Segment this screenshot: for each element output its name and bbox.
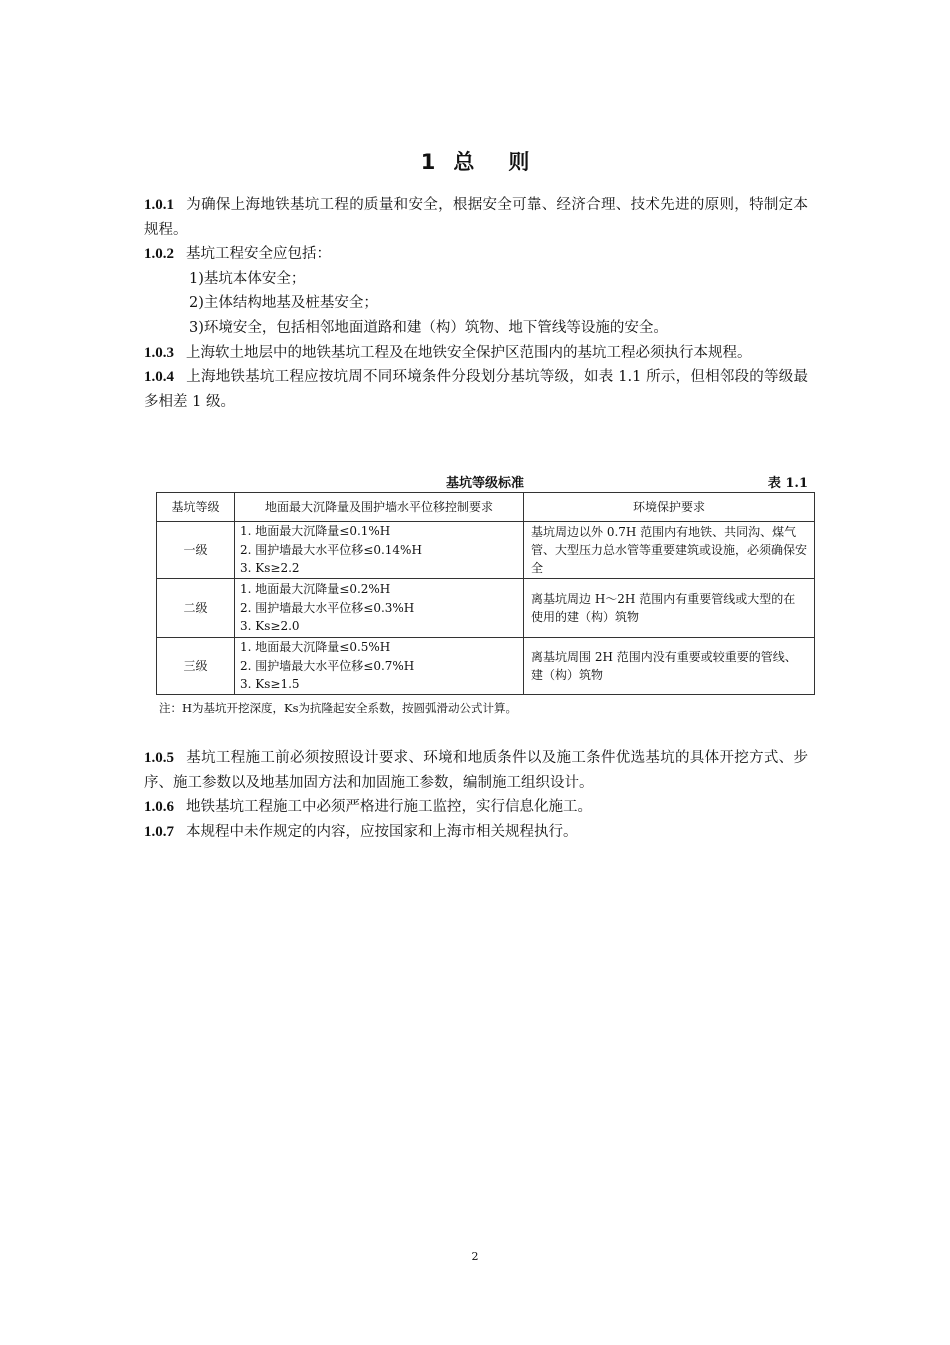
- control-line: 2. 围护墙最大水平位移≤0.3%H: [240, 600, 415, 615]
- clause-text: 本规程中未作规定的内容，应按国家和上海市相关规程执行。: [186, 823, 578, 840]
- clause-text: 上海软土地层中的地铁基坑工程及在地铁安全保护区范围内的基坑工程必须执行本规程。: [186, 344, 752, 361]
- clause-item-text: 1)基坑本体安全；: [189, 270, 306, 287]
- table-header-environment: 环境保护要求: [524, 493, 815, 522]
- clause-1-0-3: [144, 341, 808, 366]
- clause-item-2: [144, 291, 808, 316]
- chapter-title-char-1: 总: [453, 150, 475, 174]
- clause-number: 1.0.6: [144, 799, 174, 816]
- table-row: [157, 579, 815, 638]
- clause-item-text: 3)环境安全，包括相邻地面道路和建（构）筑物、地下管线等设施的安全。: [189, 319, 668, 336]
- environment-cell: 离基坑周边 H～2H 范围内有重要管线或大型的在使用的建（构）筑物: [524, 579, 815, 638]
- clause-text: 基坑工程施工前必须按照设计要求、环境和地质条件以及施工条件优选基坑的具体开挖方式、步序、施工参数以及地基加固方法和加固施工参数，编制施工组织设计。: [144, 750, 808, 791]
- control-line: 2. 围护墙最大水平位移≤0.14%H: [240, 542, 422, 557]
- clause-number: 1.0.7: [144, 823, 174, 840]
- control-line: 2. 围护墙最大水平位移≤0.7%H: [240, 658, 415, 673]
- control-cell: [235, 522, 524, 579]
- control-line: 3. Ks≥2.0: [240, 619, 300, 634]
- clause-number: 1.0.1: [144, 197, 174, 213]
- clause-item-1: [144, 267, 808, 292]
- clause-text: 基坑工程安全应包括：: [186, 246, 331, 263]
- clause-number: 1.0.5: [144, 750, 174, 766]
- clause-1-0-4: [144, 365, 808, 414]
- table-header-grade: 基坑等级: [157, 493, 235, 522]
- clause-1-0-2: [144, 242, 808, 267]
- chapter-title-char-2: 则: [508, 150, 530, 174]
- clause-text: 上海地铁基坑工程应按坑周不同环境条件分段划分基坑等级，如表 1.1 所示，但相邻段的等级最多相差 1 级。: [144, 369, 808, 410]
- table-title: 基坑等级标准: [445, 476, 524, 491]
- clause-1-0-7: [144, 820, 808, 845]
- clause-text: 地铁基坑工程施工中必须严格进行施工监控，实行信息化施工。: [186, 799, 592, 816]
- control-line: 1. 地面最大沉降量≤0.1%H: [240, 524, 391, 539]
- clause-1-0-1: [144, 193, 808, 242]
- chapter-number: 1: [420, 150, 436, 174]
- clauses-after-table: [144, 746, 808, 844]
- table-row: [157, 638, 815, 695]
- control-line: 3. Ks≥2.2: [240, 561, 300, 576]
- clause-1-0-6: [144, 795, 808, 820]
- clause-number: 1.0.4: [144, 369, 174, 386]
- control-cell: [235, 638, 524, 695]
- control-line: 1. 地面最大沉降量≤0.5%H: [240, 640, 391, 655]
- table-caption: [156, 472, 814, 492]
- environment-cell: 离基坑周围 2H 范围内没有重要或较重要的管线、建（构）筑物: [524, 638, 815, 695]
- page-number: 2: [471, 1250, 479, 1263]
- control-line: 1. 地面最大沉降量≤0.2%H: [240, 582, 391, 597]
- clause-text: 为确保上海地铁基坑工程的质量和安全，根据安全可靠、经济合理、技术先进的原则，特制定本规程。: [144, 197, 808, 238]
- table-header-row: [157, 493, 815, 522]
- table-header-control: 地面最大沉降量及围护墙水平位移控制要求: [235, 493, 524, 522]
- grade-cell: 三级: [157, 638, 235, 695]
- pit-grade-table: [156, 492, 815, 695]
- clause-item-3: [144, 316, 808, 341]
- clause-1-0-5: [144, 746, 808, 795]
- control-line: 3. Ks≥1.5: [240, 677, 300, 692]
- clause-number: 1.0.2: [144, 246, 174, 263]
- chapter-title: [0, 146, 950, 176]
- control-cell: [235, 579, 524, 638]
- environment-cell: 基坑周边以外 0.7H 范围内有地铁、共同沟、煤气管、大型压力总水管等重要建筑或设施，必须确保安全: [524, 522, 815, 579]
- table-note: 注：H为基坑开挖深度，Ks为抗隆起安全系数，按圆弧滑动公式计算。: [159, 701, 518, 715]
- grade-cell: 二级: [157, 579, 235, 638]
- clause-item-text: 2)主体结构地基及桩基安全；: [189, 295, 378, 312]
- clauses-before-table: [144, 193, 808, 414]
- table-row: [157, 522, 815, 579]
- clause-number: 1.0.3: [144, 344, 174, 361]
- grade-cell: 一级: [157, 522, 235, 579]
- table-number: 表 1.1: [767, 476, 808, 491]
